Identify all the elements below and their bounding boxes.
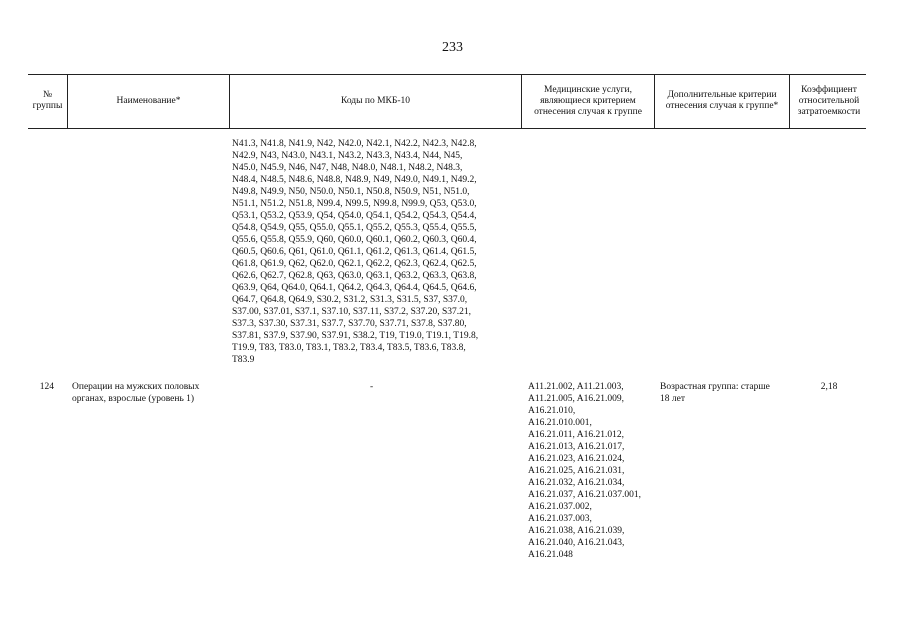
row-group-no: 124 — [39, 382, 54, 392]
service-line: A16.21.010, — [528, 406, 576, 416]
codes-line: N49.8, N49.9, N50, N50.0, N50.1, N50.8, N50.9, N51, N51.0, — [232, 187, 470, 197]
codes-line: Q53.1, Q53.2, Q53.9, Q54, Q54.0, Q54.1, Q54.2, Q54.3, Q54.4, — [232, 211, 477, 221]
row-extra-criteria: Возрастная группа: старше 18 лет — [660, 382, 770, 404]
header-extra-criteria: Дополнительные критерии отнесения случая к группе* — [665, 90, 779, 111]
codes-line: N42.9, N43, N43.0, N43.1, N43.2, N43.3, N43.4, N44, N45, — [232, 151, 463, 161]
header-divider — [654, 74, 655, 128]
header-coefficient: Коэффициент относительной затратоемкости — [797, 84, 861, 117]
service-line: A16.21.013, A16.21.017, — [528, 442, 625, 452]
service-line: A16.21.023, A16.21.024, — [528, 454, 625, 464]
header-divider — [789, 74, 790, 128]
row-name: Операции на мужских половых органах, взрослые (уровень 1) — [72, 382, 200, 404]
continued-codes-cell — [232, 138, 520, 366]
service-line: A16.21.037, A16.21.037.001, — [528, 490, 641, 500]
codes-line: N48.4, N48.5, N48.6, N48.8, N48.9, N49, N49.0, N49.1, N49.2, — [232, 175, 477, 185]
service-line: A16.21.037.003, — [528, 514, 592, 524]
row-icd-codes: - — [370, 382, 374, 392]
codes-line: Q54.8, Q54.9, Q55, Q55.0, Q55.1, Q55.2, Q55.3, Q55.4, Q55.5, — [232, 223, 477, 233]
service-line: A11.21.002, A11.21.003, — [528, 382, 624, 392]
service-line: A16.21.037.002, — [528, 502, 592, 512]
service-line: A16.21.025, A16.21.031, — [528, 466, 625, 476]
codes-line: Q61.8, Q61.9, Q62, Q62.0, Q62.1, Q62.2, Q62.3, Q62.4, Q62.5, — [232, 259, 477, 269]
codes-line: S37.00, S37.01, S37.1, S37.10, S37.11, S37.2, S37.20, S37.21, — [232, 307, 472, 317]
header-icd-codes: Коды по МКБ-10 — [340, 95, 411, 106]
service-line: A16.21.032, A16.21.034, — [528, 478, 625, 488]
service-line: A11.21.005, A16.21.009, — [528, 394, 624, 404]
header-group-no: № группы — [32, 90, 63, 111]
row-coefficient: 2,18 — [820, 382, 838, 392]
service-line: A16.21.010.001, — [528, 418, 592, 428]
table-top-border — [28, 74, 866, 75]
codes-line: S37.81, S37.9, S37.90, S37.91, S38.2, T19, T19.0, T19.1, T19.8, — [232, 331, 479, 341]
table-header-bottom-border — [28, 128, 866, 129]
codes-line: Q64.7, Q64.8, Q64.9, S30.2, S31.2, S31.3, S31.5, S37, S37.0, — [232, 295, 468, 305]
codes-line: N45.0, N45.9, N46, N47, N48, N48.0, N48.1, N48.2, N48.3, — [232, 163, 463, 173]
codes-line: T83.9 — [232, 355, 255, 365]
row-services — [528, 381, 652, 561]
codes-line: S37.3, S37.30, S37.31, S37.7, S37.70, S37.71, S37.8, S37.80, — [232, 319, 467, 329]
service-line: A16.21.011, A16.21.012, — [528, 430, 624, 440]
service-line: A16.21.038, A16.21.039, — [528, 526, 625, 536]
header-divider — [521, 74, 522, 128]
page-number: 233 — [442, 40, 463, 55]
codes-line: N51.1, N51.2, N51.8, N99.4, N99.5, N99.8, N99.9, Q53, Q53.0, — [232, 199, 477, 209]
codes-line: Q55.6, Q55.8, Q55.9, Q60, Q60.0, Q60.1, Q60.2, Q60.3, Q60.4, — [232, 235, 477, 245]
codes-line: Q60.5, Q60.6, Q61, Q61.0, Q61.1, Q61.2, Q61.3, Q61.4, Q61.5, — [232, 247, 477, 257]
header-services: Медицинские услуги, являющиеся критерием отнесения случая к группе — [534, 84, 642, 117]
codes-line: Q63.9, Q64, Q64.0, Q64.1, Q64.2, Q64.3, Q64.4, Q64.5, Q64.6, — [232, 283, 477, 293]
header-name: Наименование* — [116, 95, 181, 106]
codes-line: Q62.6, Q62.7, Q62.8, Q63, Q63.0, Q63.1, Q63.2, Q63.3, Q63.8, — [232, 271, 477, 281]
service-line: A16.21.040, A16.21.043, — [528, 538, 625, 548]
service-line: A16.21.048 — [528, 550, 573, 560]
codes-line: T19.9, T83, T83.0, T83.1, T83.2, T83.4, T83.5, T83.6, T83.8, — [232, 343, 466, 353]
codes-line: N41.3, N41.8, N41.9, N42, N42.0, N42.1, N42.2, N42.3, N42.8, — [232, 139, 477, 149]
